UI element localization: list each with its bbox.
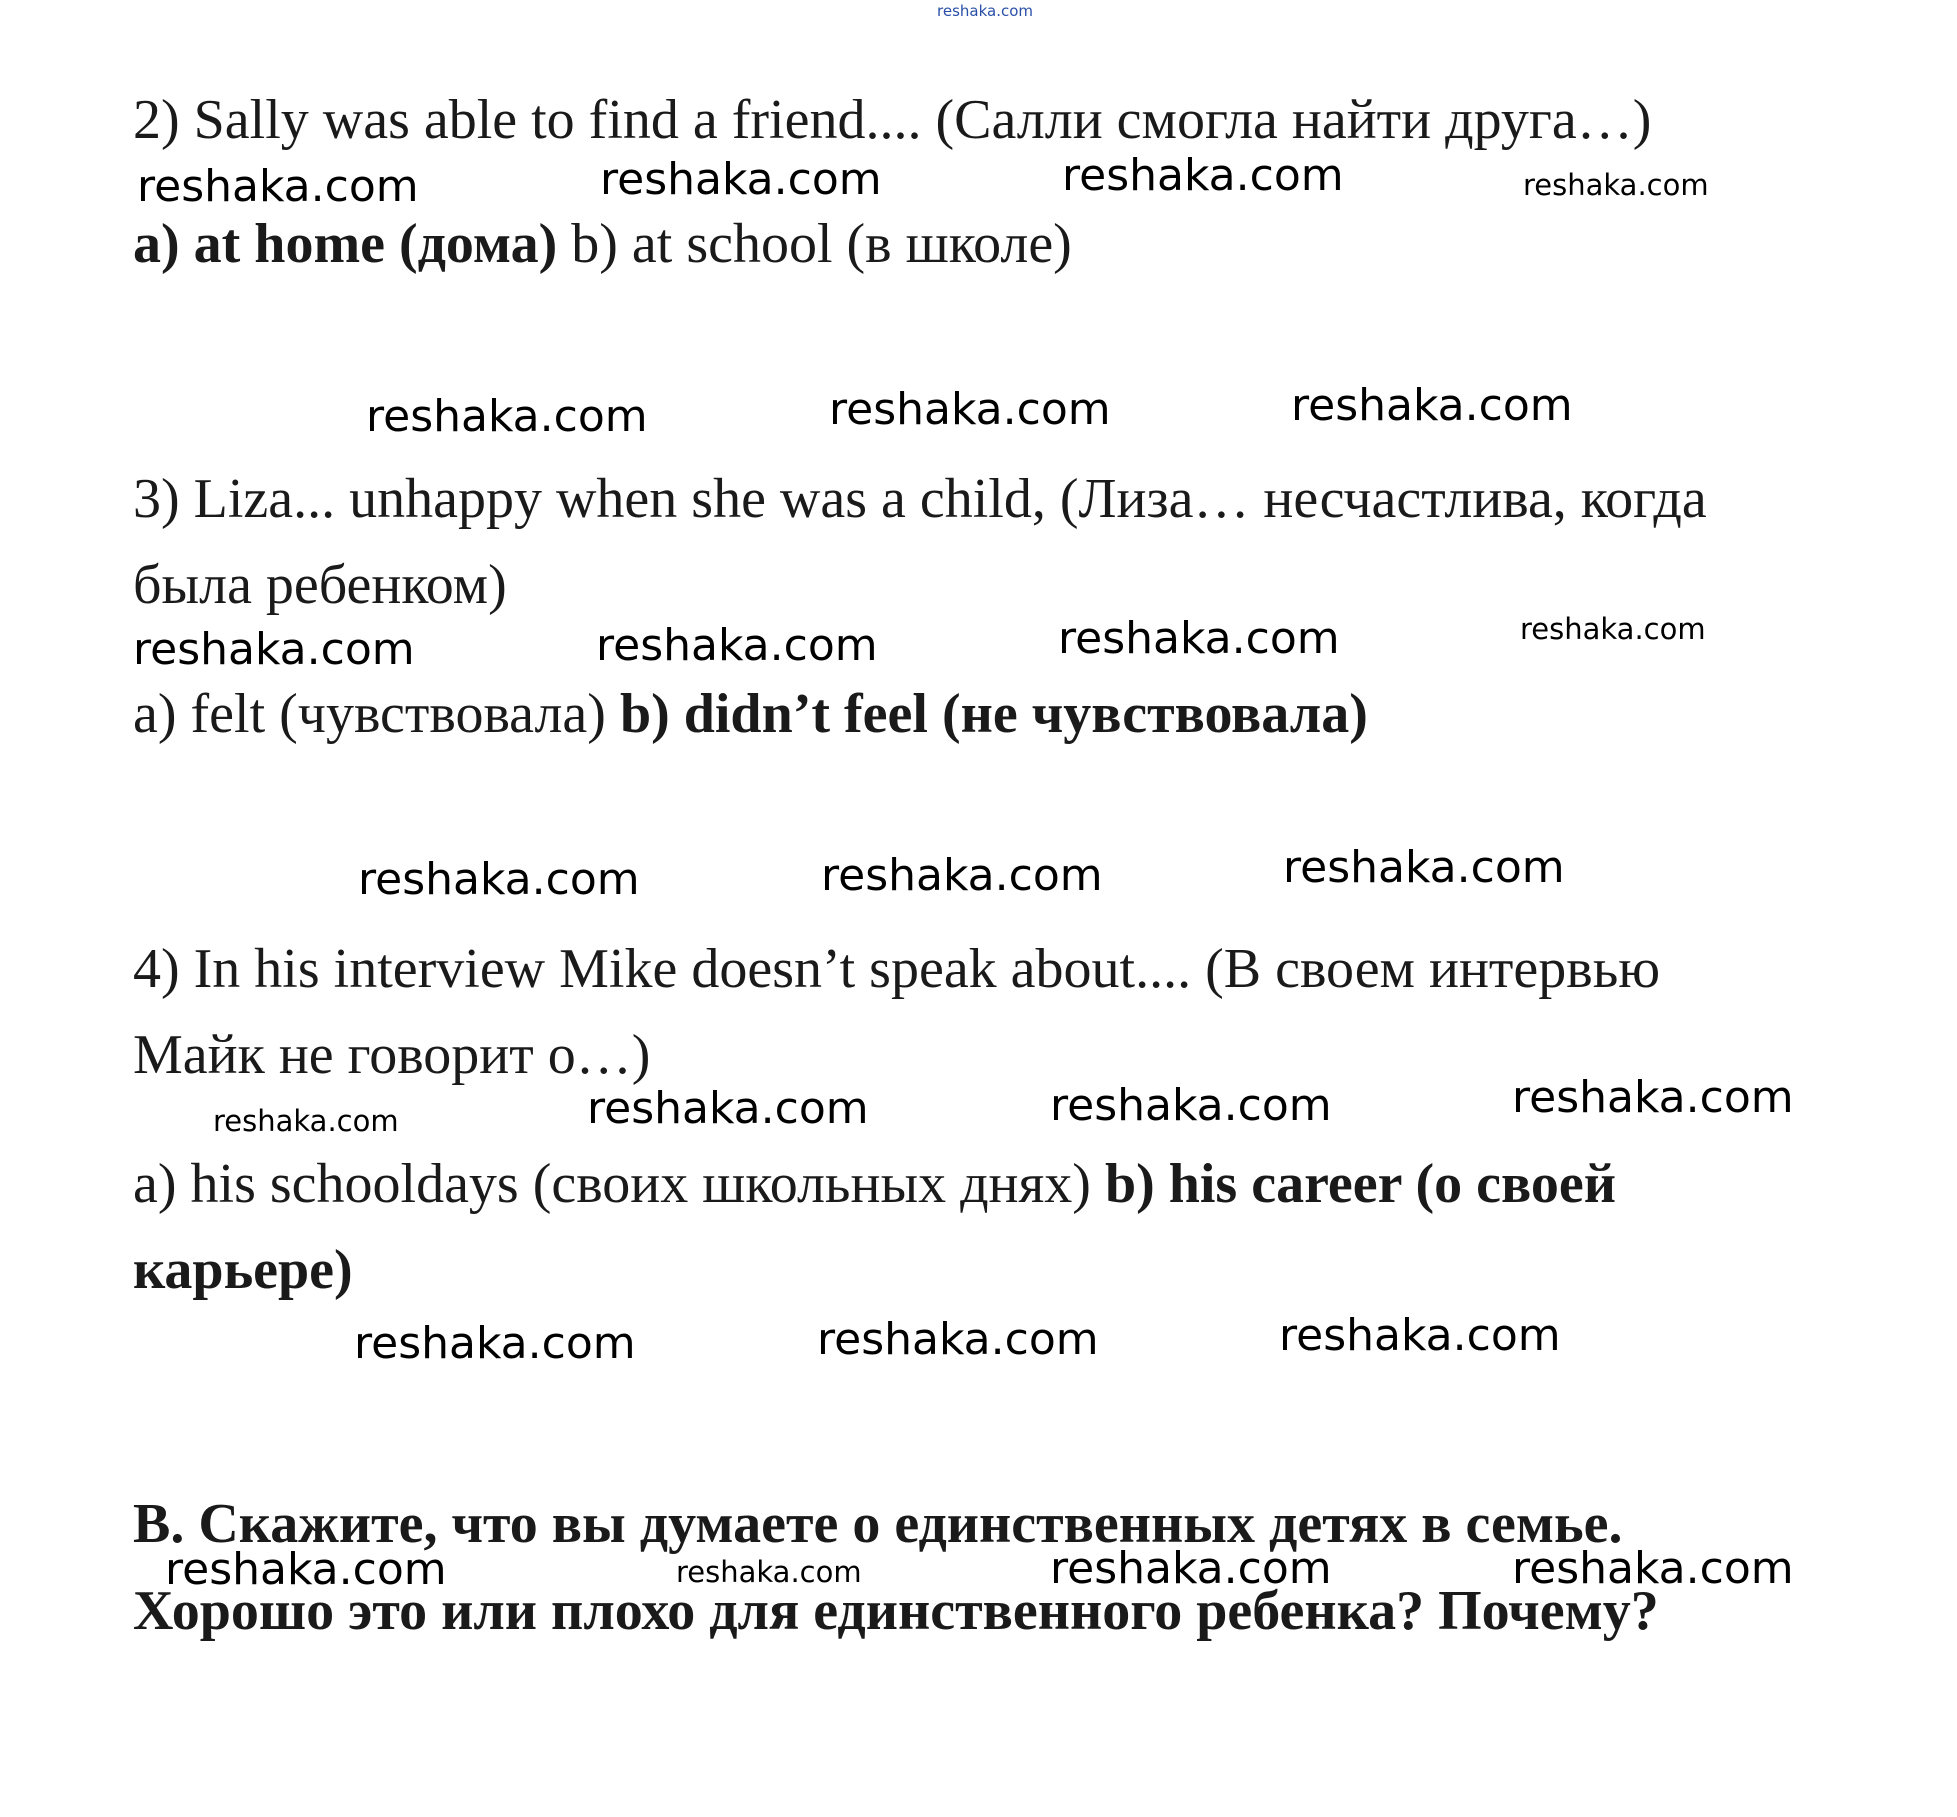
question-3-other-answer: a) felt (чувствовала) <box>133 683 606 745</box>
question-3-correct-answer: b) didn’t feel (не чувствовала) <box>619 683 1368 745</box>
task-b-line-2: Хорошо это или плохо для единственного ребенка? Почему? <box>133 1580 1659 1642</box>
watermark: reshaka.com <box>821 850 1103 901</box>
header-watermark: reshaka.com <box>937 2 1033 20</box>
watermark: reshaka.com <box>1512 1072 1794 1123</box>
watermark: reshaka.com <box>676 1555 862 1589</box>
question-2-answers <box>133 212 1072 276</box>
watermark: reshaka.com <box>1520 612 1706 646</box>
watermark: reshaka.com <box>600 154 882 205</box>
watermark: reshaka.com <box>213 1104 399 1138</box>
watermark: reshaka.com <box>817 1314 1099 1365</box>
watermark: reshaka.com <box>1062 150 1344 201</box>
watermark: reshaka.com <box>1512 1543 1794 1594</box>
watermark: reshaka.com <box>137 161 419 212</box>
question-4-prompt-line-2: Майк не говорит о…) <box>133 1024 651 1086</box>
question-4-correct-answer: b) his career (о своей <box>1104 1153 1616 1215</box>
question-4-other-answer: a) his schooldays (своих школьных днях) <box>133 1153 1091 1215</box>
watermark: reshaka.com <box>1523 168 1709 202</box>
question-4-answers <box>133 1152 1616 1216</box>
question-4-prompt-line-1: 4) In his interview Mike doesn’t speak about.... (В своем интервью <box>133 938 1661 1000</box>
question-2-correct-answer: a) at home (дома) <box>133 213 558 275</box>
task-b-line-1: B. Скажите, что вы думаете о единственных детях в семье. <box>133 1493 1623 1555</box>
question-3-answers <box>133 682 1368 746</box>
watermark: reshaka.com <box>587 1083 869 1134</box>
watermark: reshaka.com <box>354 1318 636 1369</box>
question-3-prompt-line-2: была ребенком) <box>133 554 507 616</box>
question-3-prompt-line-1: 3) Liza... unhappy when she was a child, (Лиза… несчастлива, когда <box>133 468 1707 530</box>
watermark: reshaka.com <box>1291 380 1573 431</box>
watermark: reshaka.com <box>358 854 640 905</box>
watermark: reshaka.com <box>366 391 648 442</box>
watermark: reshaka.com <box>1050 1080 1332 1131</box>
watermark: reshaka.com <box>165 1544 447 1595</box>
watermark: reshaka.com <box>1058 613 1340 664</box>
question-2-other-answer: b) at school (в школе) <box>571 213 1072 275</box>
watermark: reshaka.com <box>133 624 415 675</box>
watermark: reshaka.com <box>1050 1543 1332 1594</box>
watermark: reshaka.com <box>1283 842 1565 893</box>
watermark: reshaka.com <box>596 620 878 671</box>
question-4-correct-answer-continued: карьере) <box>133 1239 353 1301</box>
watermark: reshaka.com <box>1279 1310 1561 1361</box>
question-2-prompt: 2) Sally was able to find a friend.... (Салли смогла найти друга…) <box>133 89 1652 151</box>
watermark: reshaka.com <box>829 384 1111 435</box>
